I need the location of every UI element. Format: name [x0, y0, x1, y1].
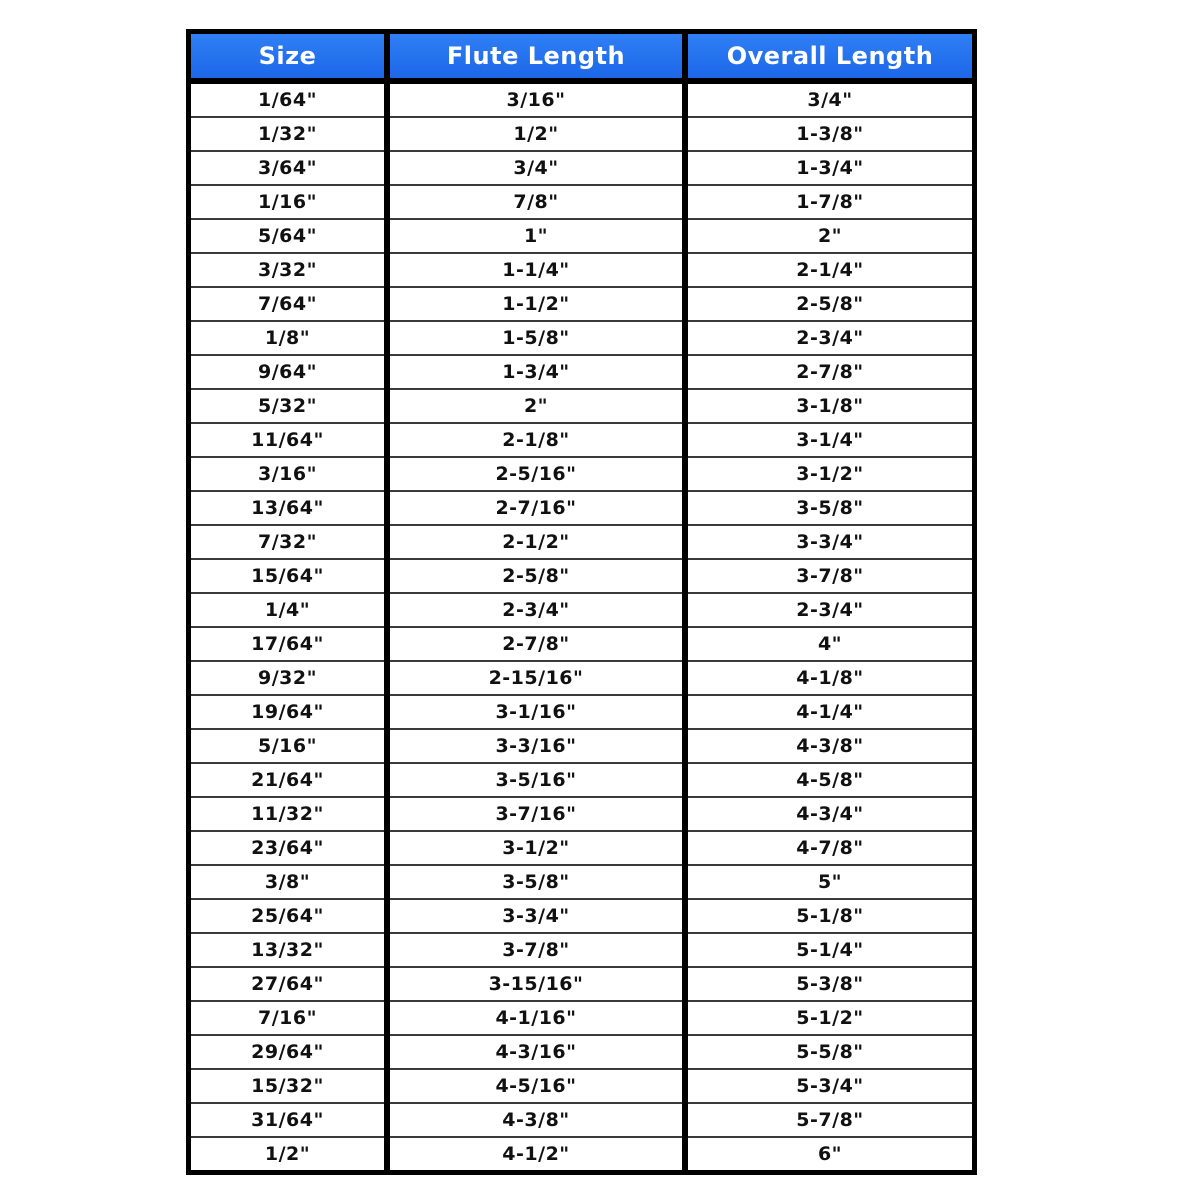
- flute-length-cell: 4-5/16": [390, 1070, 682, 1104]
- flute-length-cell: 2": [390, 390, 682, 424]
- overall-length-cell: 4": [688, 628, 972, 662]
- size-cell: 1/16": [191, 186, 384, 220]
- flute-length-cell: 2-5/16": [390, 458, 682, 492]
- flute-length-cell: 1-5/8": [390, 322, 682, 356]
- flute-length-cell: 2-7/8": [390, 628, 682, 662]
- size-cell: 23/64": [191, 832, 384, 866]
- overall-length-column-cells: [688, 84, 972, 1170]
- overall-length-cell: 3-1/2": [688, 458, 972, 492]
- overall-length-cell: 2-7/8": [688, 356, 972, 390]
- size-cell: 9/64": [191, 356, 384, 390]
- flute-length-cell: 3-7/16": [390, 798, 682, 832]
- size-cell: 3/32": [191, 254, 384, 288]
- flute-length-cell: 1-1/2": [390, 288, 682, 322]
- overall-length-column: [688, 34, 972, 1170]
- flute-length-cell: 3-15/16": [390, 968, 682, 1002]
- size-cell: 5/16": [191, 730, 384, 764]
- overall-length-cell: 5-1/4": [688, 934, 972, 968]
- overall-length-cell: 4-1/4": [688, 696, 972, 730]
- overall-length-cell: 3-5/8": [688, 492, 972, 526]
- overall-length-cell: 5-7/8": [688, 1104, 972, 1138]
- flute-length-cell: 3/4": [390, 152, 682, 186]
- flute-length-cell: 7/8": [390, 186, 682, 220]
- size-cell: 21/64": [191, 764, 384, 798]
- flute-length-column-cells: [390, 84, 682, 1170]
- size-cell: 3/8": [191, 866, 384, 900]
- flute-length-cell: 1": [390, 220, 682, 254]
- overall-length-cell: 2-3/4": [688, 594, 972, 628]
- overall-length-cell: 1-7/8": [688, 186, 972, 220]
- flute-length-cell: 2-5/8": [390, 560, 682, 594]
- flute-length-column: [390, 34, 682, 1170]
- flute-length-header: Flute Length: [390, 34, 682, 84]
- flute-length-cell: 2-15/16": [390, 662, 682, 696]
- overall-length-cell: 5-3/4": [688, 1070, 972, 1104]
- flute-length-cell: 2-7/16": [390, 492, 682, 526]
- size-cell: 17/64": [191, 628, 384, 662]
- overall-length-cell: 4-3/8": [688, 730, 972, 764]
- size-cell: 13/64": [191, 492, 384, 526]
- flute-length-cell: 4-1/16": [390, 1002, 682, 1036]
- size-cell: 7/64": [191, 288, 384, 322]
- size-cell: 1/4": [191, 594, 384, 628]
- overall-length-cell: 3-7/8": [688, 560, 972, 594]
- flute-length-cell: 4-1/2": [502, 1143, 570, 1165]
- size-chart-table: [186, 29, 977, 1175]
- size-cell: 1/32": [191, 118, 384, 152]
- size-cell: 27/64": [191, 968, 384, 1002]
- overall-length-cell: 4-1/8": [688, 662, 972, 696]
- flute-length-cell: 2-1/2": [390, 526, 682, 560]
- overall-length-cell: 2-1/4": [688, 254, 972, 288]
- overall-length-cell: 3-1/8": [688, 390, 972, 424]
- flute-length-cell: 3/16": [390, 84, 682, 118]
- size-cell: 3/16": [191, 458, 384, 492]
- size-cell: 11/32": [191, 798, 384, 832]
- size-cell: 13/32": [191, 934, 384, 968]
- size-column-cells: [191, 84, 384, 1170]
- overall-length-cell: 5-1/8": [688, 900, 972, 934]
- overall-length-cell: 6": [817, 1143, 843, 1165]
- flute-length-cell: 2-1/8": [390, 424, 682, 458]
- flute-length-cell: 3-5/8": [390, 866, 682, 900]
- overall-length-cell: 5": [688, 866, 972, 900]
- size-cell: 19/64": [191, 696, 384, 730]
- flute-length-cell: 3-5/16": [390, 764, 682, 798]
- size-cell: 7/32": [191, 526, 384, 560]
- overall-length-cell: 2": [688, 220, 972, 254]
- size-cell: 25/64": [191, 900, 384, 934]
- size-cell: 1/64": [191, 84, 384, 118]
- size-column: [191, 34, 384, 1170]
- overall-length-cell: 2-3/4": [688, 322, 972, 356]
- flute-length-cell: 1/2": [390, 118, 682, 152]
- overall-length-cell: 4-7/8": [688, 832, 972, 866]
- overall-length-cell: 5-5/8": [688, 1036, 972, 1070]
- flute-length-cell: 3-7/8": [390, 934, 682, 968]
- size-cell: 11/64": [191, 424, 384, 458]
- overall-length-cell: 1-3/4": [688, 152, 972, 186]
- size-cell: 15/64": [191, 560, 384, 594]
- overall-length-cell: 3/4": [688, 84, 972, 118]
- flute-length-cell: 3-1/2": [390, 832, 682, 866]
- flute-length-cell: 3-3/16": [390, 730, 682, 764]
- overall-length-cell: 5-1/2": [688, 1002, 972, 1036]
- overall-length-cell: 4-3/4": [688, 798, 972, 832]
- size-cell: 5/64": [191, 220, 384, 254]
- size-cell: 31/64": [191, 1104, 384, 1138]
- overall-length-header: Overall Length: [688, 34, 972, 84]
- size-cell: 29/64": [191, 1036, 384, 1070]
- size-cell: 1/8": [191, 322, 384, 356]
- flute-length-cell: 3-1/16": [390, 696, 682, 730]
- overall-length-cell: 5-3/8": [688, 968, 972, 1002]
- overall-length-cell: 2-5/8": [688, 288, 972, 322]
- overall-length-cell: 4-5/8": [688, 764, 972, 798]
- overall-length-cell: 3-3/4": [688, 526, 972, 560]
- flute-length-cell: 1-1/4": [390, 254, 682, 288]
- flute-length-cell: 3-3/4": [390, 900, 682, 934]
- size-cell: 3/64": [191, 152, 384, 186]
- size-cell: 9/32": [191, 662, 384, 696]
- size-header: Size: [191, 34, 384, 84]
- flute-length-cell: 4-3/16": [390, 1036, 682, 1070]
- flute-length-cell: 4-3/8": [390, 1104, 682, 1138]
- overall-length-cell: 1-3/8": [688, 118, 972, 152]
- size-cell: 7/16": [191, 1002, 384, 1036]
- overall-length-cell: 3-1/4": [688, 424, 972, 458]
- size-cell: 1/2": [264, 1143, 311, 1165]
- flute-length-cell: 2-3/4": [390, 594, 682, 628]
- flute-length-cell: 1-3/4": [390, 356, 682, 390]
- size-cell: 5/32": [191, 390, 384, 424]
- size-cell: 15/32": [191, 1070, 384, 1104]
